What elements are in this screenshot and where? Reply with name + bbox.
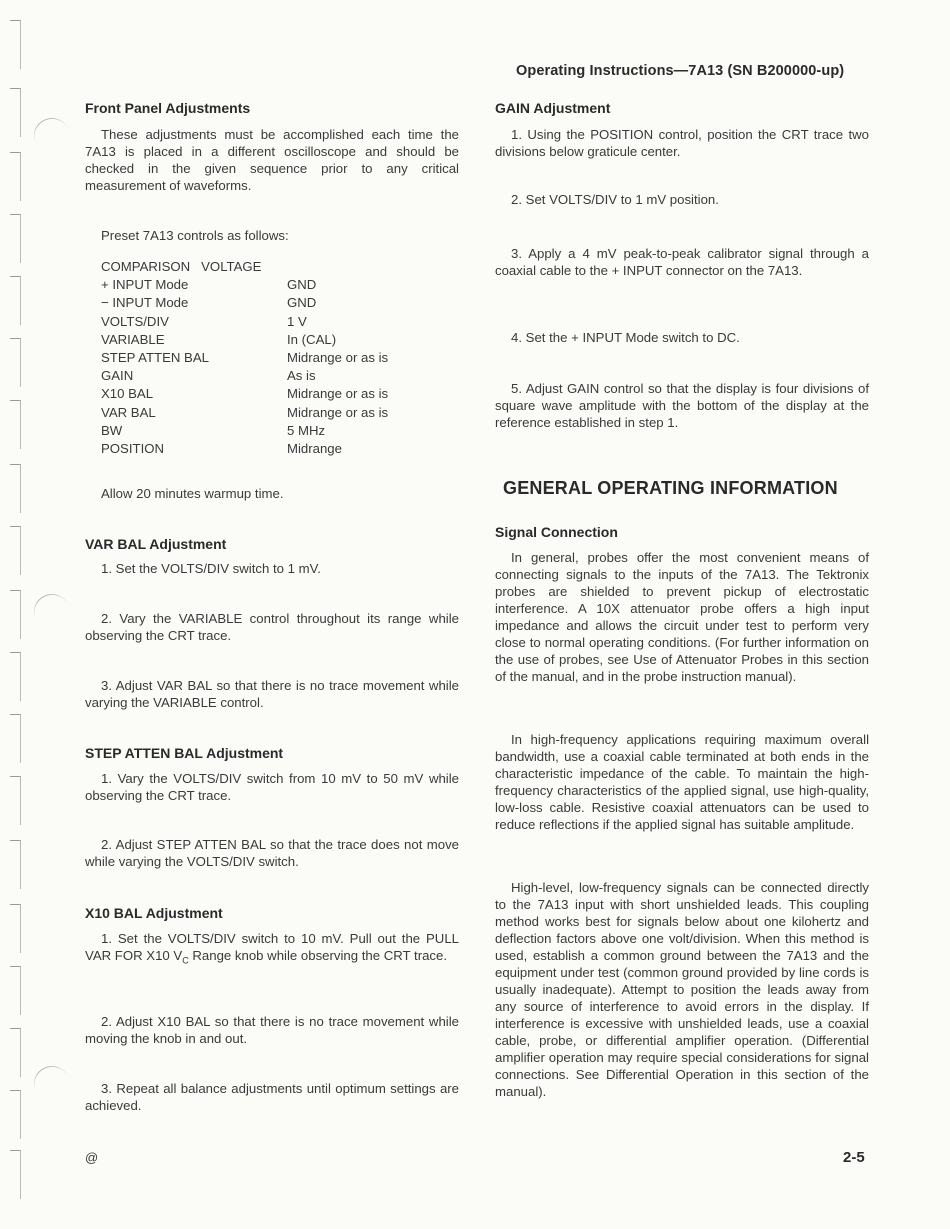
- x10-bal-step: 1. Set the VOLTS/DIV switch to 10 mV. Pull out the PULL VAR FOR X10 $V_C$ Range knob while observing the CRT trace.: [85, 931, 459, 966]
- x10-bal-heading: X10 BAL Adjustment: [85, 905, 223, 921]
- settings-row: BW 5 MHz: [101, 422, 326, 438]
- x10-bal-step: 2. Adjust X10 BAL so that there is no trace movement while moving the knob in and out.: [85, 1014, 459, 1046]
- binding-tick: [10, 526, 21, 575]
- signal-paragraph: In general, probes offer the most convenient means of connecting signals to the inputs of the 7A13. The Tektronix probes are shielded to prevent pickup of electrostatic interference. A 10X attenuator probe offers a high input impedance and allows the circuit under test to perform very close to normal operating conditions. (For further information on the use of probes, see Use of Attenuator Probes in this section of the manual, and in the probe instruction manual).: [495, 550, 869, 684]
- binding-hole-mark: [28, 112, 76, 161]
- binding-tick: [10, 1028, 21, 1077]
- binding-tick: [10, 1090, 21, 1139]
- var-bal-step: 2. Vary the VARIABLE control throughout its range while observing the CRT trace.: [85, 611, 459, 643]
- general-operating-heading: GENERAL OPERATING INFORMATION: [503, 478, 838, 498]
- settings-row: X10 BAL Midrange or as is: [101, 386, 389, 402]
- binding-tick: [10, 840, 21, 889]
- binding-tick: [10, 464, 21, 513]
- binding-tick: [10, 776, 21, 825]
- settings-title: COMPARISON VOLTAGE: [101, 259, 262, 274]
- gain-step: 4. Set the + INPUT Mode switch to DC.: [511, 330, 740, 345]
- binding-tick: [10, 714, 21, 763]
- step-atten-step: 2. Adjust STEP ATTEN BAL so that the trace does not move while varying the VOLTS/DIV switch.: [85, 837, 459, 869]
- settings-row: POSITION Midrange: [101, 441, 342, 457]
- binding-hole-mark: [28, 1060, 76, 1109]
- x10-bal-step: 3. Repeat all balance adjustments until optimum settings are achieved.: [85, 1081, 459, 1113]
- binding-tick: [10, 88, 21, 137]
- gain-step: 3. Apply a 4 mV peak-to-peak calibrator signal through a coaxial cable to the + INPUT connector on the 7A13.: [495, 246, 869, 278]
- signal-paragraph: In high-frequency applications requiring maximum overall bandwidth, use a coaxial cable terminated at both ends in the characteristic impedance of the cable. To maintain the high-frequency characteristics of the applied signal, use high-quality, low-loss cable. Resistive coaxial attenuators can be used to reduce reflections if the applied signal has suitable amplitude.: [495, 732, 869, 832]
- settings-row: VOLTS/DIV 1 V: [101, 313, 307, 329]
- gain-step: 1. Using the POSITION control, position the CRT trace two divisions below graticule center.: [495, 127, 869, 159]
- settings-row: VAR BAL Midrange or as is: [101, 404, 389, 420]
- binding-tick: [10, 20, 21, 69]
- settings-row: − INPUT Mode GND: [101, 295, 317, 311]
- gain-step: 5. Adjust GAIN control so that the display is four divisions of square wave amplitude with the bottom of the display at the reference established in step 1.: [495, 381, 869, 430]
- binding-tick: [10, 652, 21, 701]
- var-bal-step: 3. Adjust VAR BAL so that there is no trace movement while varying the VARIABLE control.: [85, 678, 459, 710]
- settings-table: [101, 258, 388, 458]
- var-bal-step: 1. Set the VOLTS/DIV switch to 1 mV.: [101, 561, 321, 576]
- binding-edge: [0, 0, 30, 1229]
- footer-mark: @: [85, 1150, 99, 1165]
- preset-text: Preset 7A13 controls as follows:: [101, 228, 289, 243]
- binding-tick: [10, 276, 21, 325]
- front-panel-intro: These adjustments must be accomplished each time the 7A13 is placed in a different oscilloscope and should be checked in the given sequence prior to any critical measurement of waveforms.: [85, 127, 459, 193]
- binding-tick: [10, 152, 21, 201]
- signal-connection-heading: Signal Connection: [495, 524, 618, 540]
- step-atten-heading: STEP ATTEN BAL Adjustment: [85, 745, 284, 761]
- settings-row: + INPUT Mode GND: [101, 277, 317, 293]
- binding-tick: [10, 214, 21, 263]
- settings-row: VARIABLE In (CAL): [101, 331, 337, 347]
- settings-row: GAIN As is: [101, 368, 316, 384]
- warmup-text: Allow 20 minutes warmup time.: [101, 486, 284, 501]
- settings-row: STEP ATTEN BAL Midrange or as is: [101, 350, 389, 366]
- binding-tick: [10, 338, 21, 387]
- binding-tick: [10, 1150, 21, 1199]
- step-atten-step: 1. Vary the VOLTS/DIV switch from 10 mV to 50 mV while observing the CRT trace.: [85, 771, 459, 803]
- gain-step: 2. Set VOLTS/DIV to 1 mV position.: [511, 192, 719, 207]
- binding-tick: [10, 590, 21, 639]
- binding-hole-mark: [28, 588, 76, 637]
- binding-tick: [10, 966, 21, 1015]
- binding-tick: [10, 400, 21, 449]
- binding-tick: [10, 904, 21, 953]
- signal-paragraph: High-level, low-frequency signals can be connected directly to the 7A13 input with short unshielded leads. This coupling method works best for signals below about one kilohertz and deflection factors above one volt/division. When this method is used, establish a common ground between the 7A13 and the equipment under test (common ground provided by line cords is usually inadequate). Attempt to position the leads away from any source of interference to avoid errors in the display. If interference is excessive with unshielded leads, use a coaxial cable, probe, or differential amplifier operation. (Differential amplifier operation may require special considerations for signal connections. See Differential Operation in this section of the manual).: [495, 880, 869, 1099]
- var-bal-heading: VAR BAL Adjustment: [85, 536, 227, 552]
- page-number: 2-5: [843, 1149, 865, 1166]
- running-header: Operating Instructions—7A13 (SN B200000-up): [516, 63, 845, 79]
- gain-heading: GAIN Adjustment: [495, 100, 611, 116]
- front-panel-heading: Front Panel Adjustments: [85, 100, 251, 116]
